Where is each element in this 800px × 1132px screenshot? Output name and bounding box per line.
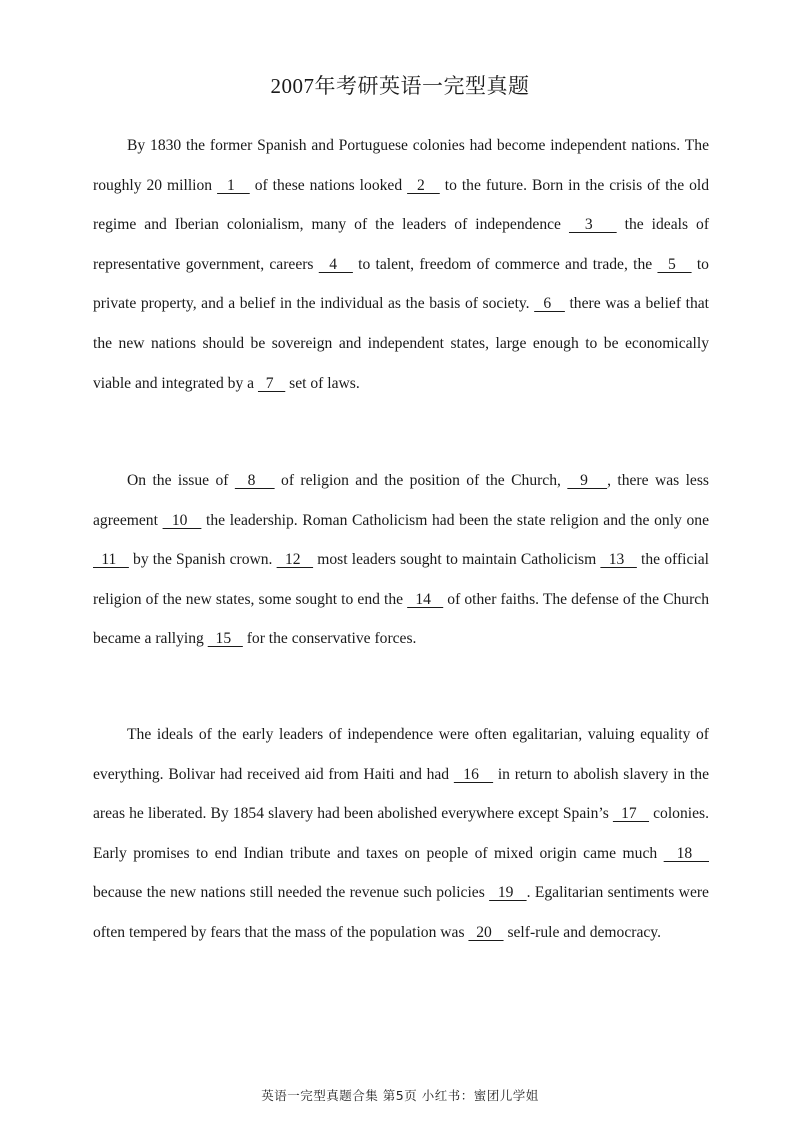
blank-6: 6	[534, 295, 565, 313]
text-segment: By 1830 the former Spanish and Portuguese colonies had become independent nations. The roughly 20 million	[93, 137, 709, 194]
text-segment: to talent, freedom of commerce and trade, the	[352, 255, 658, 273]
blank-4: 4	[318, 255, 353, 273]
text-segment: , there was less agreement	[93, 472, 709, 529]
text-segment: On the issue of	[127, 472, 235, 489]
blank-7: 7	[257, 374, 286, 392]
text-segment: in return to abolish slavery in the areas he liberated. By 1854 slavery had been abolished everywhere except Spain’s	[93, 765, 709, 823]
text-segment: the official religion of the new states, some sought to end the	[93, 551, 709, 608]
text-segment: the ideals of representative government, careers	[93, 216, 710, 273]
blank-11: 11	[93, 551, 129, 569]
page-title: 2007年考研英语一完型真题	[270, 74, 530, 98]
page-footer: 英语一完型真题合集 第5页 小红书：蜜团儿学姐	[261, 1088, 539, 1103]
blank-13: 13	[600, 551, 637, 569]
blank-16: 16	[453, 765, 494, 783]
paragraph-1	[93, 126, 709, 403]
blank-9: 9	[567, 472, 608, 489]
text-segment: of these nations looked	[249, 176, 408, 194]
blank-18: 18	[663, 844, 709, 862]
blank-19: 19	[489, 884, 527, 902]
text-segment: self-rule and democracy.	[503, 923, 661, 941]
blank-1: 1	[217, 176, 250, 194]
blank-2: 2	[407, 176, 440, 194]
text-segment: to the future. Born in the crisis of the old regime and Iberian colonialism, many of the leaders of independence	[93, 176, 710, 234]
text-segment: there was a belief that the new nations should be sovereign and independent states, large enough to be economically viable and integrated by a	[93, 295, 709, 392]
text-segment: The ideals of the early leaders of independence were often egalitarian, valuing equality of everything. Bolivar had received aid from Haiti and had	[93, 726, 709, 783]
text-segment: set of laws.	[285, 374, 360, 392]
blank-20: 20	[468, 923, 504, 941]
blank-5: 5	[657, 255, 692, 273]
text-segment: by the Spanish crown.	[128, 551, 277, 569]
text-segment: colonies. Early promises to end Indian tribute and taxes on people of mixed origin came much	[93, 805, 710, 862]
text-segment: of religion and the position of the Church,	[274, 472, 568, 489]
text-segment: most leaders sought to maintain Catholicism	[313, 551, 601, 569]
paragraph-2	[93, 461, 709, 659]
blank-3: 3	[568, 216, 617, 234]
blank-14: 14	[407, 590, 444, 608]
paragraph-3	[93, 715, 709, 953]
blank-8: 8	[234, 472, 275, 489]
text-segment: . Egalitarian sentiments were often tempered by fears that the mass of the population was	[93, 884, 709, 941]
text-segment: the leadership. Roman Catholicism had been the state religion and the only one	[201, 511, 709, 529]
blank-15: 15	[207, 630, 243, 648]
text-segment: of other faiths. The defense of the Church became a rallying	[93, 590, 710, 648]
text-segment: for the conservative forces.	[242, 630, 417, 648]
text-segment: because the new nations still needed the revenue such policies	[93, 884, 490, 902]
text-segment: to private property, and a belief in the individual as the basis of society.	[93, 255, 709, 313]
blank-12: 12	[276, 551, 314, 569]
blank-10: 10	[162, 511, 202, 529]
blank-17: 17	[612, 805, 650, 823]
